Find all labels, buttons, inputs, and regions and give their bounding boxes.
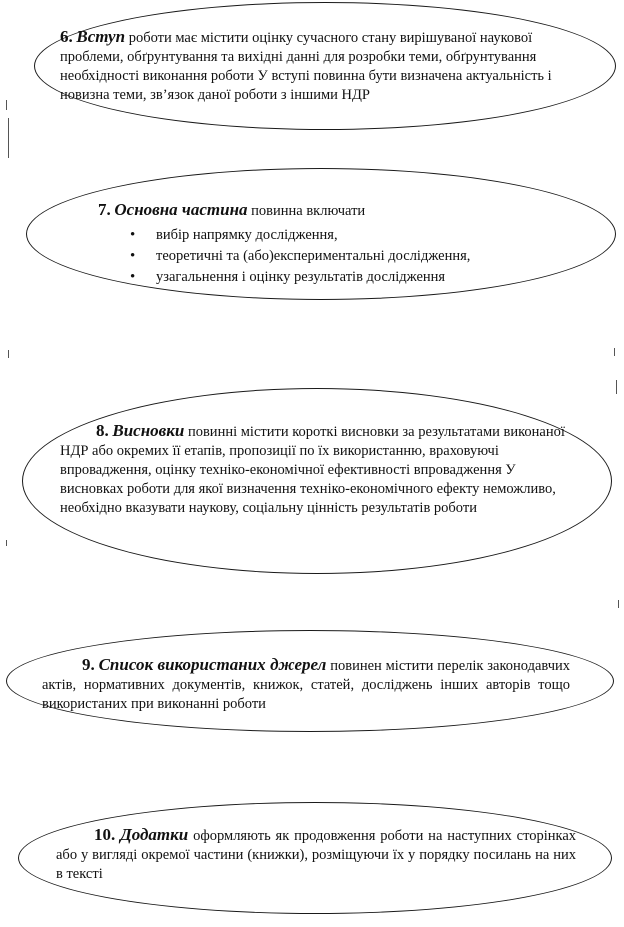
block-number: 7. (98, 200, 111, 219)
block-body: повинні містити короткі висновки за результатами виконаної НДР або окремих її етапів, пропозиції по їх використанню, враховуючі впровадження, оцінку техніко-економічної ефективності впровадження У висновках роботи для якої визначення техніко-економічного ефекту неможливо, необхідно вказувати наукову, соціальну цінність результатів роботи (60, 424, 565, 516)
scan-mark (8, 118, 9, 158)
block-body: повинна включати (251, 203, 366, 219)
scan-mark (616, 380, 617, 394)
scan-mark (6, 100, 7, 110)
bullet-list (98, 225, 598, 288)
block-body: оформляють як продовження роботи на наступних сторінках або у вигляді окремої частини (книжки), розміщуючи їх у порядку посилань на них в тексті (56, 828, 577, 882)
block-number: 9. (82, 655, 95, 674)
block-term: Список використаних джерел (98, 655, 327, 674)
list-item: • вибір напрямку дослідження, (156, 225, 598, 246)
block-references (42, 655, 570, 714)
list-item: • узагальнення і оцінку результатів дослідження (156, 267, 598, 288)
scan-mark (618, 600, 619, 608)
block-conclusions (60, 421, 580, 518)
block-main-part (98, 200, 598, 288)
block-number: 10. (94, 825, 116, 844)
block-introduction (60, 27, 594, 105)
block-term: Основна частина (114, 200, 248, 219)
block-term: Додатки (120, 825, 189, 844)
block-appendices (56, 825, 576, 884)
block-body: роботи має містити оцінку сучасного стану вирішуваної наукової проблеми, обґрунтування та вихідні данні для розробки теми, обґрунтування необхідності виконання роботи У вступі повинна бути визначена актуальність і новизна теми, зв’язок даної роботи з іншими НДР (60, 30, 552, 103)
block-term: Вступ (76, 27, 126, 46)
list-item: • теоретичні та (або)експериментальні дослідження, (156, 246, 598, 267)
block-body: повинен містити перелік законодавчих актів, нормативних документів, книжок, статей, досліджень інших авторів тощо використаних при виконанні роботи (42, 658, 571, 712)
scan-mark (614, 348, 615, 356)
block-term: Висновки (112, 421, 185, 440)
scan-mark (8, 350, 9, 358)
scan-mark (6, 540, 7, 546)
block-number: 6. (60, 27, 73, 46)
block-number: 8. (96, 421, 109, 440)
